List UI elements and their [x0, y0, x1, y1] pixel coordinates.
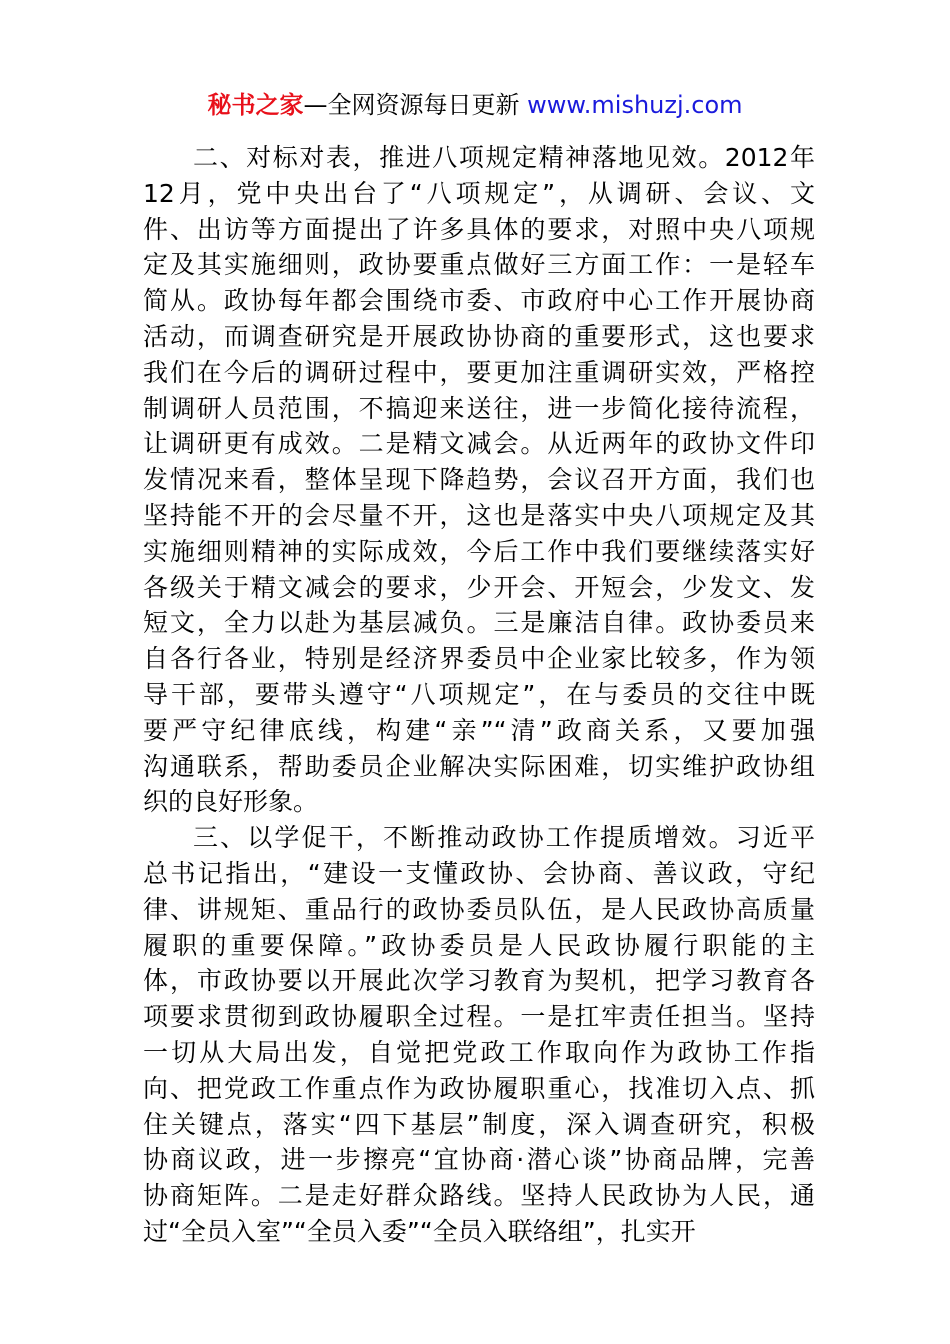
text-line: 体，市政协要以开展此次学习教育为契机，把学习教育各: [143, 966, 815, 996]
text-line: 项要求贯彻到政协履职全过程。一是扛牢责任担当。坚持: [143, 1002, 815, 1032]
text-line: 坚持能不开的会尽量不开，这也是落实中央八项规定及其: [143, 500, 815, 530]
text-line: 律、讲规矩、重品行的政协委员队伍，是人民政协高质量: [143, 894, 815, 924]
text-line: 定及其实施细则，政协要重点做好三方面工作：一是轻车: [143, 250, 815, 280]
text-line: 简从。政协每年都会围绕市委、市政府中心工作开展协商: [143, 286, 815, 316]
document-body: [143, 140, 815, 1250]
text-line: 让调研更有成效。二是精文减会。从近两年的政协文件印: [143, 429, 815, 459]
header-tagline: —全网资源每日更新: [303, 91, 528, 119]
text-line: 三、以学促干，不断推动政协工作提质增效。习近平: [193, 823, 815, 853]
text-line: 二、对标对表，推进八项规定精神落地见效。2012年: [193, 143, 815, 172]
site-url-link[interactable]: www.mishuzj.com: [527, 91, 743, 119]
text-line: 向、把党政工作重点作为政协履职重心，找准切入点、抓: [143, 1073, 815, 1103]
site-header: [0, 88, 950, 122]
text-line: 协商议政，进一步擦亮“宜协商·潜心谈”协商品牌，完善: [143, 1145, 815, 1175]
text-line: 短文，全力以赴为基层减负。三是廉洁自律。政协委员来: [143, 608, 815, 638]
text-line: 要严守纪律底线，构建“亲”“清”政商关系，又要加强: [143, 715, 815, 745]
text-line: 我们在今后的调研过程中，要更加注重调研实效，严格控: [143, 357, 815, 387]
text-line: 活动，而调查研究是开展政协协商的重要形式，这也要求: [143, 321, 815, 351]
text-line: 实施细则精神的实际成效，今后工作中我们要继续落实好: [143, 536, 815, 566]
text-line: 各级关于精文减会的要求，少开会、开短会，少发文、发: [143, 572, 815, 602]
text-line: 织的良好形象。: [143, 787, 319, 817]
text-line: 住关键点，落实“四下基层”制度，深入调查研究，积极: [143, 1109, 815, 1139]
brand-name: 秘书之家: [207, 91, 304, 119]
paragraph: [143, 820, 815, 1250]
text-line: 自各行各业，特别是经济界委员中企业家比较多，作为领: [143, 644, 815, 674]
text-line: 沟通联系，帮助委员企业解决实际困难，切实维护政协组: [143, 751, 815, 781]
text-line: 一切从大局出发，自觉把党政工作取向作为政协工作指: [143, 1037, 815, 1067]
text-line: 过“全员入室”“全员入委”“全员入联络组”，扎实开: [143, 1216, 696, 1246]
text-line: 发情况来看，整体呈现下降趋势，会议召开方面，我们也: [143, 465, 815, 495]
paragraph: [143, 140, 815, 820]
text-line: 导干部，要带头遵守“八项规定”，在与委员的交往中既: [143, 679, 815, 709]
text-line: 协商矩阵。二是走好群众路线。坚持人民政协为人民，通: [143, 1181, 815, 1211]
text-line: 总书记指出，“建设一支懂政协、会协商、善议政，守纪: [143, 858, 815, 888]
text-line: 12月，党中央出台了“八项规定”，从调研、会议、文: [143, 178, 815, 208]
text-line: 履职的重要保障。”政协委员是人民政协履行职能的主: [143, 930, 815, 960]
text-line: 件、出访等方面提出了许多具体的要求，对照中央八项规: [143, 214, 815, 244]
text-line: 制调研人员范围，不搞迎来送往，进一步简化接待流程，: [143, 393, 815, 423]
